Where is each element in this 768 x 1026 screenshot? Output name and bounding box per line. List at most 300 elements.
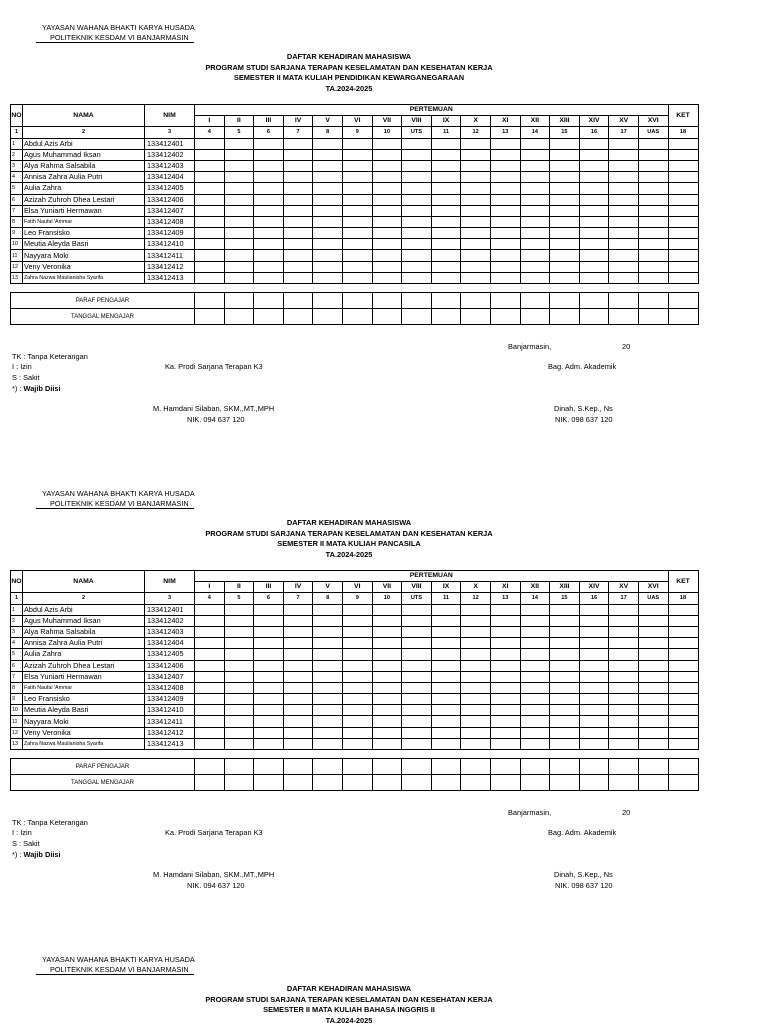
- attendance-cell: [638, 638, 668, 649]
- paraf-row: [11, 293, 699, 309]
- column-number: 10: [372, 127, 402, 138]
- attendance-cell: [224, 205, 254, 216]
- table-row: [11, 705, 699, 716]
- attendance-cell: [668, 671, 698, 682]
- signature-cell: [668, 759, 698, 775]
- header-nim: NIM: [145, 571, 195, 593]
- meeting-header: X: [461, 582, 491, 593]
- attendance-cell: [609, 638, 639, 649]
- student-nim: 133412402: [145, 149, 195, 160]
- attendance-cell: [313, 228, 343, 239]
- attendance-cell: [461, 694, 491, 705]
- attendance-cell: [283, 727, 313, 738]
- student-name: Abdul Azis Arbi: [23, 604, 145, 615]
- attendance-cell: [609, 738, 639, 749]
- student-name: Elsa Yuniarti Hermawan: [23, 205, 145, 216]
- student-nim: 133412411: [145, 716, 195, 727]
- signature-cell: [520, 775, 550, 791]
- column-number: UAS: [638, 127, 668, 138]
- attendance-cell: [638, 682, 668, 693]
- signature-cell: [638, 293, 668, 309]
- attendance-cell: [313, 671, 343, 682]
- header-ket: KET: [668, 105, 698, 127]
- signature-cell: [579, 309, 609, 325]
- attendance-cell: [254, 660, 284, 671]
- student-name: Nayyara Moki: [23, 716, 145, 727]
- attendance-cell: [579, 216, 609, 227]
- attendance-cell: [372, 649, 402, 660]
- attendance-cell: [520, 705, 550, 716]
- attendance-cell: [550, 239, 580, 250]
- attendance-cell: [431, 194, 461, 205]
- attendance-cell: [283, 738, 313, 749]
- signatory-1-name: M. Hamdani Silaban, SKM.,MT.,MPH: [153, 404, 274, 413]
- program-title: PROGRAM STUDI SARJANA TERAPAN KESELAMATAN DAN KESEHATAN KERJA: [0, 529, 698, 540]
- attendance-cell: [609, 272, 639, 283]
- attendance-cell: [402, 183, 432, 194]
- attendance-cell: [668, 660, 698, 671]
- legend-tk: TK : Tanpa Keterangan: [12, 352, 88, 361]
- header-no: NO: [11, 105, 23, 127]
- table-row: [11, 272, 699, 283]
- attendance-cell: [490, 239, 520, 250]
- table-row: [11, 671, 699, 682]
- attendance-cell: [313, 716, 343, 727]
- attendance-cell: [550, 272, 580, 283]
- attendance-cell: [313, 194, 343, 205]
- attendance-cell: [461, 194, 491, 205]
- attendance-cell: [254, 694, 284, 705]
- adm-label: Bag. Adm. Akademik: [548, 828, 616, 837]
- signature-cell: [402, 775, 432, 791]
- table-row: [11, 205, 699, 216]
- attendance-cell: [431, 638, 461, 649]
- attendance-cell: [254, 149, 284, 160]
- legend-izin: I : Izin: [12, 828, 32, 837]
- attendance-cell: [224, 604, 254, 615]
- prodi-label: Ka. Prodi Sarjana Terapan K3: [165, 828, 263, 837]
- attendance-cell: [195, 615, 225, 626]
- attendance-cell: [283, 604, 313, 615]
- legend-tk: TK : Tanpa Keterangan: [12, 818, 88, 827]
- attendance-cell: [195, 682, 225, 693]
- student-nim: 133412406: [145, 660, 195, 671]
- paraf-row: [11, 759, 699, 775]
- attendance-cell: [520, 626, 550, 637]
- attendance-cell: [520, 138, 550, 149]
- attendance-cell: [461, 138, 491, 149]
- attendance-cell: [579, 272, 609, 283]
- student-no: 11: [11, 250, 23, 261]
- column-number: 7: [283, 127, 313, 138]
- table-header-row: [11, 105, 699, 116]
- table-row: [11, 194, 699, 205]
- attendance-cell: [638, 205, 668, 216]
- signature-cell: [254, 309, 284, 325]
- attendance-cell: [254, 250, 284, 261]
- attendance-cell: [402, 604, 432, 615]
- attendance-cell: [490, 183, 520, 194]
- adm-label: Bag. Adm. Akademik: [548, 362, 616, 371]
- attendance-cell: [550, 660, 580, 671]
- attendance-cell: [313, 239, 343, 250]
- meeting-header: VII: [372, 116, 402, 127]
- signature-cell: [490, 759, 520, 775]
- attendance-cell: [224, 160, 254, 171]
- student-no: 2: [11, 615, 23, 626]
- column-number: 9: [342, 593, 372, 604]
- attendance-cell: [579, 160, 609, 171]
- student-nim: 133412410: [145, 239, 195, 250]
- meeting-header: XVI: [638, 116, 668, 127]
- attendance-cell: [254, 705, 284, 716]
- attendance-cell: [490, 615, 520, 626]
- student-name: Aulia Zahra: [23, 649, 145, 660]
- attendance-cell: [402, 615, 432, 626]
- table-header-row: [11, 571, 699, 582]
- table-row: [11, 138, 699, 149]
- attendance-cell: [668, 638, 698, 649]
- signature-cell: [668, 775, 698, 791]
- signature-cell: [490, 293, 520, 309]
- table-row: [11, 239, 699, 250]
- attendance-cell: [402, 138, 432, 149]
- signature-cell: [224, 775, 254, 791]
- table-row: [11, 149, 699, 160]
- attendance-cell: [254, 216, 284, 227]
- meeting-header: XVI: [638, 582, 668, 593]
- signature-cell: [550, 759, 580, 775]
- attendance-cell: [638, 615, 668, 626]
- attendance-cell: [609, 682, 639, 693]
- student-name: Azizah Zuhroh Dhea Lestari: [23, 660, 145, 671]
- year-title: TA.2024-2025: [0, 1016, 698, 1026]
- student-name: Annisa Zahra Aulia Putri: [23, 638, 145, 649]
- signature-cell: [402, 293, 432, 309]
- attendance-cell: [195, 138, 225, 149]
- table-spacer: [11, 750, 699, 759]
- attendance-cell: [638, 649, 668, 660]
- attendance-cell: [313, 660, 343, 671]
- student-no: 5: [11, 649, 23, 660]
- attendance-cell: [342, 727, 372, 738]
- table-row: [11, 716, 699, 727]
- attendance-cell: [224, 183, 254, 194]
- student-no: 1: [11, 138, 23, 149]
- attendance-cell: [224, 727, 254, 738]
- tanggal-row: [11, 775, 699, 791]
- signature-cell: [431, 759, 461, 775]
- signature-cell: [461, 293, 491, 309]
- attendance-cell: [195, 183, 225, 194]
- attendance-cell: [254, 272, 284, 283]
- attendance-cell: [224, 138, 254, 149]
- attendance-cell: [254, 626, 284, 637]
- student-nim: 133412401: [145, 604, 195, 615]
- signature-cell: [579, 775, 609, 791]
- meeting-header: VI: [342, 582, 372, 593]
- table-row: [11, 183, 699, 194]
- attendance-cell: [461, 660, 491, 671]
- attendance-cell: [668, 183, 698, 194]
- meeting-header: I: [195, 116, 225, 127]
- attendance-cell: [609, 727, 639, 738]
- column-number: UAS: [638, 593, 668, 604]
- attendance-cell: [579, 205, 609, 216]
- attendance-cell: [254, 261, 284, 272]
- attendance-cell: [609, 194, 639, 205]
- attendance-cell: [490, 272, 520, 283]
- attendance-cell: [431, 694, 461, 705]
- column-number: 8: [313, 127, 343, 138]
- attendance-cell: [668, 261, 698, 272]
- attendance-cell: [402, 239, 432, 250]
- meeting-header: IX: [431, 582, 461, 593]
- attendance-cell: [313, 272, 343, 283]
- attendance-cell: [224, 250, 254, 261]
- student-name: Nayyara Moki: [23, 250, 145, 261]
- attendance-cell: [490, 250, 520, 261]
- spacer-cell: [11, 750, 699, 759]
- attendance-cell: [402, 626, 432, 637]
- signature-cell: [609, 309, 639, 325]
- student-nim: 133412408: [145, 216, 195, 227]
- student-nim: 133412412: [145, 727, 195, 738]
- attendance-cell: [342, 250, 372, 261]
- student-no: 9: [11, 228, 23, 239]
- attendance-cell: [638, 738, 668, 749]
- attendance-cell: [402, 216, 432, 227]
- attendance-cell: [609, 183, 639, 194]
- attendance-cell: [283, 194, 313, 205]
- attendance-cell: [342, 239, 372, 250]
- column-number: 14: [520, 127, 550, 138]
- student-no: 8: [11, 682, 23, 693]
- column-number: 13: [490, 593, 520, 604]
- attendance-cell: [195, 216, 225, 227]
- attendance-cell: [550, 626, 580, 637]
- attendance-cell: [461, 727, 491, 738]
- attendance-cell: [579, 682, 609, 693]
- attendance-cell: [520, 239, 550, 250]
- attendance-cell: [402, 272, 432, 283]
- student-name: Meutia Aleyda Basri: [23, 705, 145, 716]
- table-spacer: [11, 284, 699, 293]
- attendance-cell: [490, 194, 520, 205]
- signature-cell: [195, 775, 225, 791]
- attendance-cell: [490, 694, 520, 705]
- attendance-cell: [431, 205, 461, 216]
- attendance-cell: [520, 216, 550, 227]
- attendance-cell: [550, 261, 580, 272]
- meeting-header: XIII: [550, 116, 580, 127]
- attendance-cell: [431, 261, 461, 272]
- attendance-cell: [224, 671, 254, 682]
- column-number: UTS: [402, 127, 432, 138]
- attendance-cell: [313, 615, 343, 626]
- attendance-cell: [431, 671, 461, 682]
- attendance-cell: [195, 194, 225, 205]
- meeting-header: X: [461, 116, 491, 127]
- attendance-cell: [520, 604, 550, 615]
- attendance-cell: [609, 239, 639, 250]
- attendance-cell: [431, 626, 461, 637]
- attendance-cell: [224, 694, 254, 705]
- column-number: 2: [23, 593, 145, 604]
- attendance-cell: [313, 727, 343, 738]
- attendance-cell: [342, 638, 372, 649]
- attendance-cell: [579, 138, 609, 149]
- attendance-cell: [461, 160, 491, 171]
- meeting-header: III: [254, 582, 284, 593]
- attendance-cell: [638, 660, 668, 671]
- signature-cell: [342, 775, 372, 791]
- attendance-cell: [550, 649, 580, 660]
- attendance-cell: [254, 160, 284, 171]
- attendance-cell: [372, 615, 402, 626]
- column-number: 17: [609, 593, 639, 604]
- attendance-cell: [609, 216, 639, 227]
- attendance-cell: [461, 716, 491, 727]
- attendance-cell: [342, 194, 372, 205]
- attendance-cell: [224, 216, 254, 227]
- attendance-cell: [254, 604, 284, 615]
- table-row: [11, 694, 699, 705]
- table-row: [11, 626, 699, 637]
- attendance-cell: [431, 160, 461, 171]
- signature-cell: [431, 293, 461, 309]
- year-label: 20: [622, 342, 630, 351]
- attendance-cell: [579, 671, 609, 682]
- attendance-cell: [283, 216, 313, 227]
- column-number: 11: [431, 593, 461, 604]
- attendance-cell: [372, 727, 402, 738]
- table-row: [11, 660, 699, 671]
- attendance-cell: [668, 649, 698, 660]
- attendance-cell: [579, 261, 609, 272]
- attendance-cell: [402, 228, 432, 239]
- attendance-cell: [254, 727, 284, 738]
- attendance-cell: [372, 638, 402, 649]
- attendance-cell: [579, 172, 609, 183]
- student-nim: 133412409: [145, 694, 195, 705]
- attendance-cell: [490, 738, 520, 749]
- attendance-cell: [520, 738, 550, 749]
- attendance-cell: [550, 615, 580, 626]
- attendance-cell: [342, 626, 372, 637]
- year-label: 20: [622, 808, 630, 817]
- attendance-cell: [283, 205, 313, 216]
- attendance-cell: [372, 694, 402, 705]
- attendance-cell: [195, 261, 225, 272]
- attendance-cell: [461, 272, 491, 283]
- attendance-cell: [372, 604, 402, 615]
- attendance-cell: [195, 649, 225, 660]
- attendance-cell: [195, 604, 225, 615]
- attendance-cell: [283, 705, 313, 716]
- attendance-cell: [402, 250, 432, 261]
- signature-cell: [313, 309, 343, 325]
- attendance-cell: [342, 705, 372, 716]
- attendance-cell: [372, 138, 402, 149]
- student-name: Fatih Naufal 'Ammar: [23, 682, 145, 693]
- attendance-cell: [342, 205, 372, 216]
- attendance-cell: [431, 172, 461, 183]
- signature-cell: [668, 309, 698, 325]
- signature-cell: [224, 309, 254, 325]
- attendance-cell: [520, 649, 550, 660]
- attendance-cell: [490, 649, 520, 660]
- attendance-cell: [313, 694, 343, 705]
- signature-cell: [283, 759, 313, 775]
- attendance-cell: [431, 738, 461, 749]
- column-number: 3: [145, 127, 195, 138]
- attendance-cell: [342, 228, 372, 239]
- attendance-cell: [609, 172, 639, 183]
- student-name: Veny Veronika: [23, 261, 145, 272]
- attendance-cell: [638, 716, 668, 727]
- document-titles: [0, 52, 698, 94]
- attendance-cell: [313, 649, 343, 660]
- signature-cell: [609, 775, 639, 791]
- attendance-cell: [313, 626, 343, 637]
- attendance-cell: [579, 738, 609, 749]
- attendance-cell: [550, 172, 580, 183]
- attendance-cell: [195, 626, 225, 637]
- doc-title: DAFTAR KEHADIRAN MAHASISWA: [0, 984, 698, 995]
- attendance-cell: [579, 183, 609, 194]
- table-row: [11, 738, 699, 749]
- meeting-header: XIV: [579, 582, 609, 593]
- attendance-cell: [313, 149, 343, 160]
- column-number: 14: [520, 593, 550, 604]
- signature-cell: [195, 309, 225, 325]
- attendance-cell: [283, 682, 313, 693]
- attendance-cell: [224, 239, 254, 250]
- signature-cell: [283, 309, 313, 325]
- attendance-cell: [668, 216, 698, 227]
- column-number: 4: [195, 593, 225, 604]
- attendance-cell: [520, 194, 550, 205]
- signatory-2-name: Dinah, S.Kep., Ns: [554, 870, 613, 879]
- attendance-cell: [579, 705, 609, 716]
- column-number: 13: [490, 127, 520, 138]
- attendance-cell: [490, 682, 520, 693]
- student-no: 12: [11, 727, 23, 738]
- student-no: 5: [11, 183, 23, 194]
- signature-cell: [579, 293, 609, 309]
- attendance-cell: [372, 626, 402, 637]
- attendance-cell: [224, 615, 254, 626]
- spacer-cell: [11, 284, 699, 293]
- student-name: Annisa Zahra Aulia Putri: [23, 172, 145, 183]
- tanggal-row: [11, 309, 699, 325]
- attendance-cell: [668, 738, 698, 749]
- attendance-cell: [402, 671, 432, 682]
- attendance-cell: [431, 183, 461, 194]
- signature-cell: [372, 293, 402, 309]
- attendance-cell: [638, 261, 668, 272]
- column-number: 7: [283, 593, 313, 604]
- meeting-header: IX: [431, 116, 461, 127]
- attendance-cell: [402, 682, 432, 693]
- attendance-cell: [254, 615, 284, 626]
- attendance-cell: [372, 272, 402, 283]
- attendance-cell: [372, 194, 402, 205]
- attendance-cell: [461, 239, 491, 250]
- attendance-cell: [579, 239, 609, 250]
- attendance-cell: [431, 250, 461, 261]
